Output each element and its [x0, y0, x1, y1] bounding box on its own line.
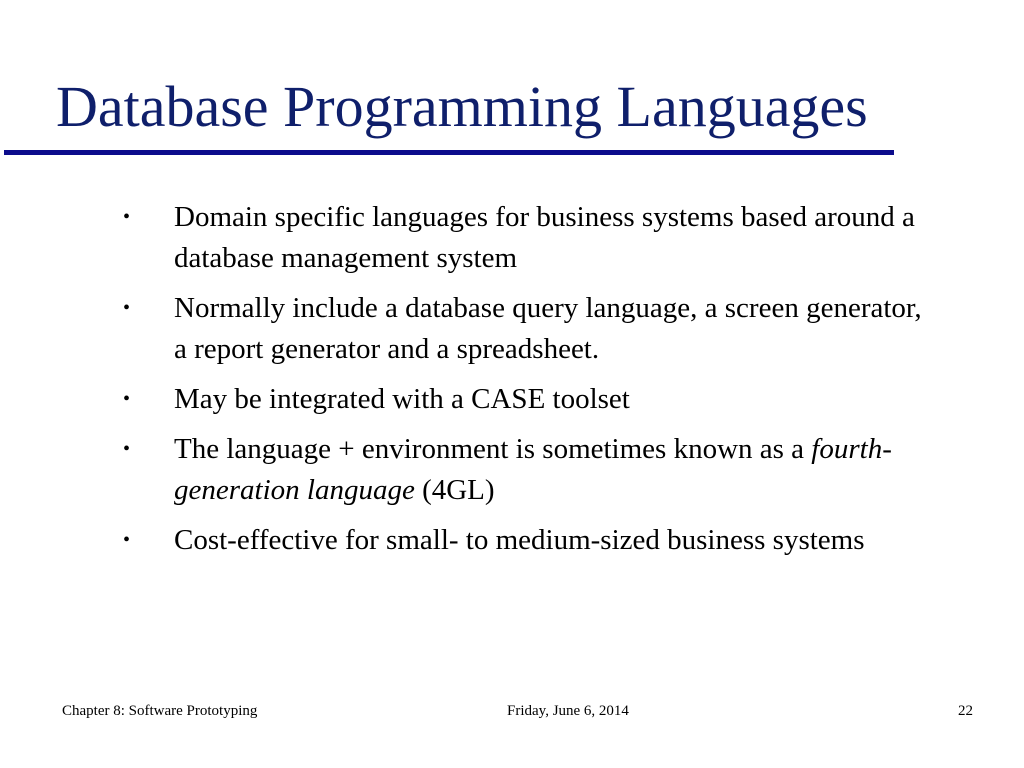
- bullet-item: [118, 379, 938, 420]
- footer-chapter: Chapter 8: Software Prototyping: [62, 703, 258, 719]
- bullet-text-after: (4GL): [414, 474, 495, 506]
- bullet-text: Cost-effective for small- to medium-sized business systems: [174, 524, 865, 556]
- footer-page-number: 22: [958, 703, 973, 719]
- bullet-text: [174, 433, 892, 506]
- bullet-icon: •: [123, 297, 131, 319]
- bullet-text-italic: fourth-generation language: [174, 433, 892, 506]
- bullet-list: [118, 197, 938, 570]
- bullet-item: [118, 429, 938, 511]
- bullet-item: [118, 520, 938, 561]
- bullet-item: [118, 288, 938, 370]
- bullet-text: Domain specific languages for business systems based around a database management system: [174, 201, 915, 274]
- bullet-item: [118, 197, 938, 279]
- bullet-icon: •: [123, 438, 131, 460]
- title-underline: [4, 150, 894, 155]
- bullet-icon: •: [123, 206, 131, 228]
- bullet-text: Normally include a database query language, a screen generator, a report generator and a spreadsheet.: [174, 292, 922, 365]
- slide-title: Database Programming Languages: [56, 74, 868, 139]
- bullet-icon: •: [123, 388, 131, 410]
- bullet-text-before: The language + environment is sometimes known as a: [174, 433, 812, 465]
- bullet-text: May be integrated with a CASE toolset: [174, 383, 630, 415]
- footer-date: Friday, June 6, 2014: [507, 703, 629, 719]
- bullet-icon: •: [123, 529, 131, 551]
